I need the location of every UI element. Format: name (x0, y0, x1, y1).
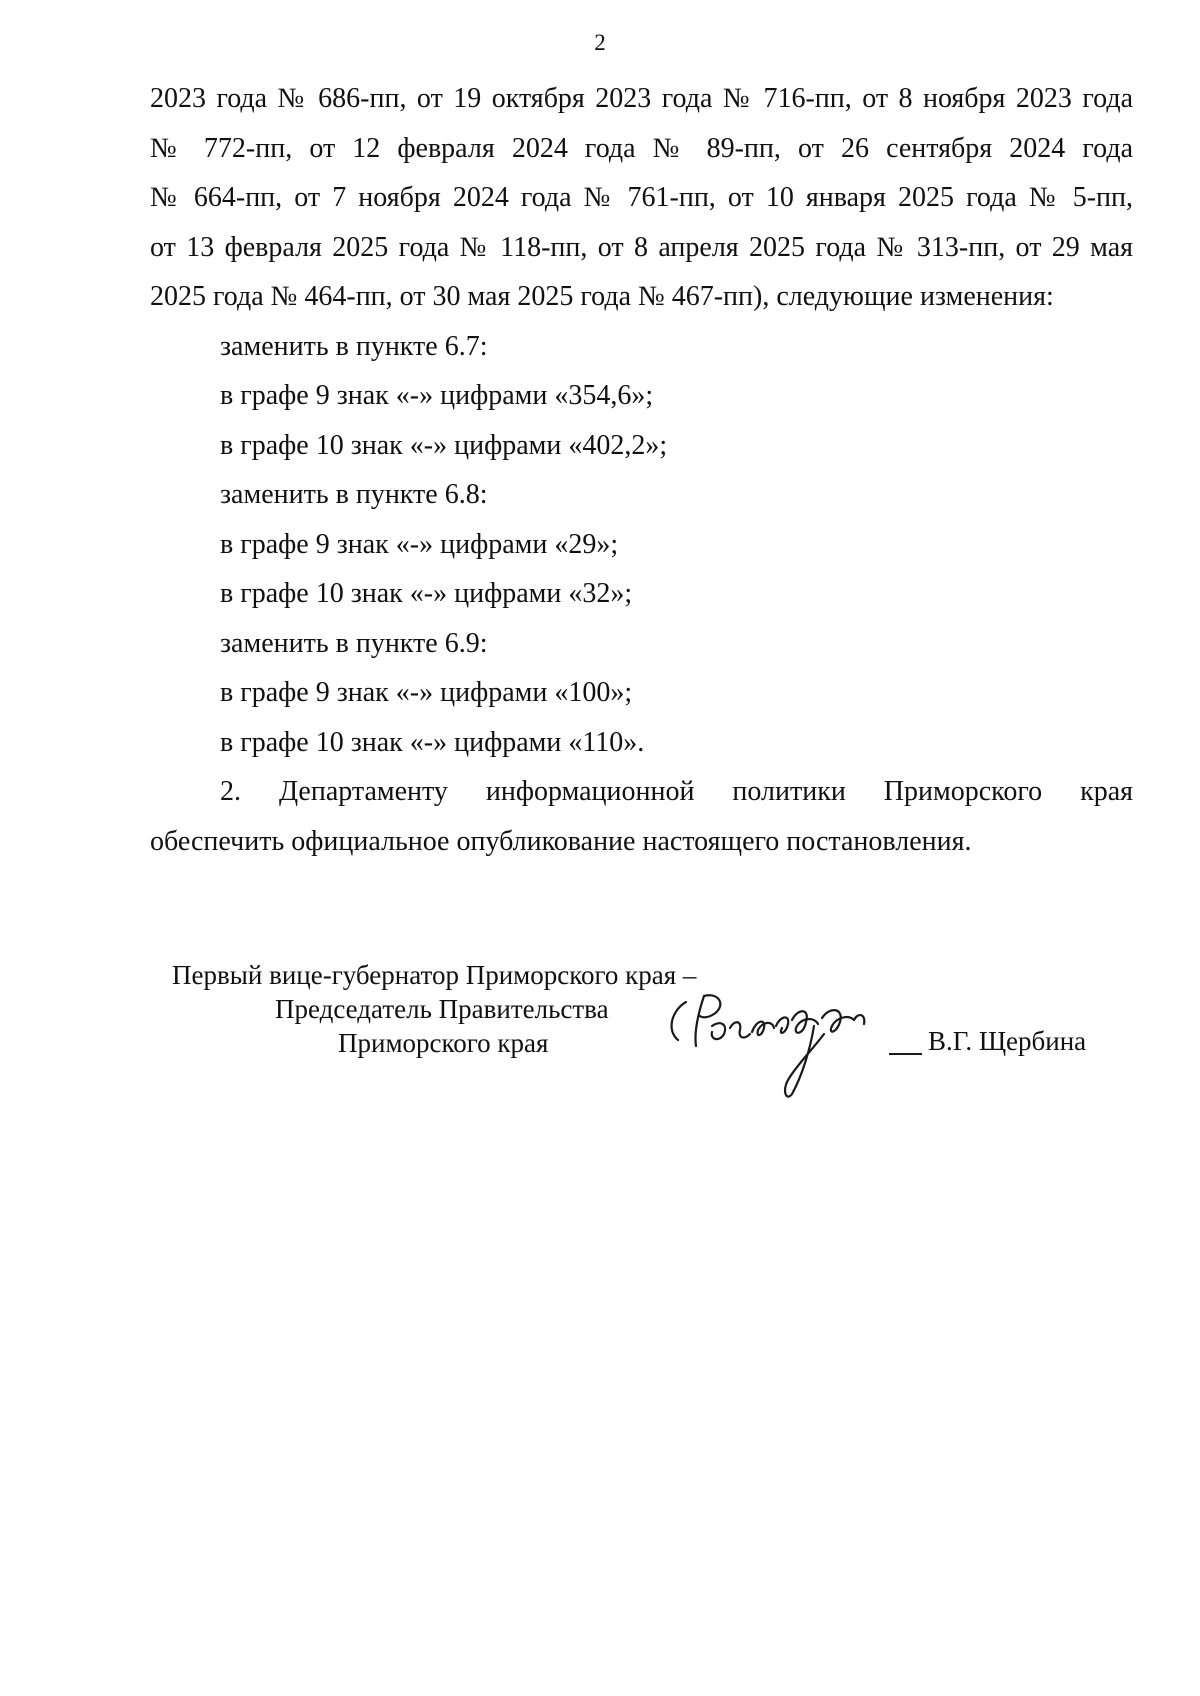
body-line: обеспечить официальное опубликование настоящего постановления. (150, 825, 972, 857)
document-body (150, 74, 1133, 866)
body-line: от 13 февраля 2025 года № 118-пп, от 8 апреля 2025 года № 313-пп, от 29 мая (150, 231, 1133, 263)
body-line: 2. Департаменту информационной политики Приморского края (220, 776, 1133, 807)
body-line: № 664-пп, от 7 ноября 2024 года № 761-пп, от 10 января 2025 года № 5-пп, (150, 182, 1133, 213)
body-line: заменить в пункте 6.8: (220, 479, 488, 510)
body-line: в графе 10 знак «-» цифрами «402,2»; (220, 429, 668, 461)
page-number: 2 (594, 30, 606, 55)
body-line: в графе 9 знак «-» цифрами «100»; (220, 677, 633, 708)
signature-block (0, 960, 1200, 1100)
body-line: 2025 года № 464-пп, от 30 мая 2025 года № 467-пп), следующие изменения: (150, 281, 1054, 312)
body-line: в графе 10 знак «-» цифрами «32»; (220, 578, 633, 609)
signatory-title-line-3: Приморского края (338, 1028, 549, 1058)
body-line: 2023 года № 686-пп, от 19 октября 2023 года № 716-пп, от 8 ноября 2023 года (150, 83, 1133, 114)
signatory-name: В.Г. Щербина (928, 1026, 1087, 1056)
body-line: заменить в пункте 6.7: (220, 330, 488, 362)
signatory-title-line-2: Председатель Правительства (275, 994, 609, 1024)
body-line: № 772-пп, от 12 февраля 2024 года № 89-пп, от 26 сентября 2024 года (150, 132, 1133, 164)
body-line: заменить в пункте 6.9: (220, 627, 488, 659)
body-line: в графе 9 знак «-» цифрами «354,6»; (220, 380, 654, 411)
body-line: в графе 9 знак «-» цифрами «29»; (220, 528, 619, 560)
handwritten-signature (664, 990, 924, 1110)
signatory-title-line-1: Первый вице-губернатор Приморского края – (172, 960, 697, 990)
body-line: в графе 10 знак «-» цифрами «110». (220, 726, 645, 758)
